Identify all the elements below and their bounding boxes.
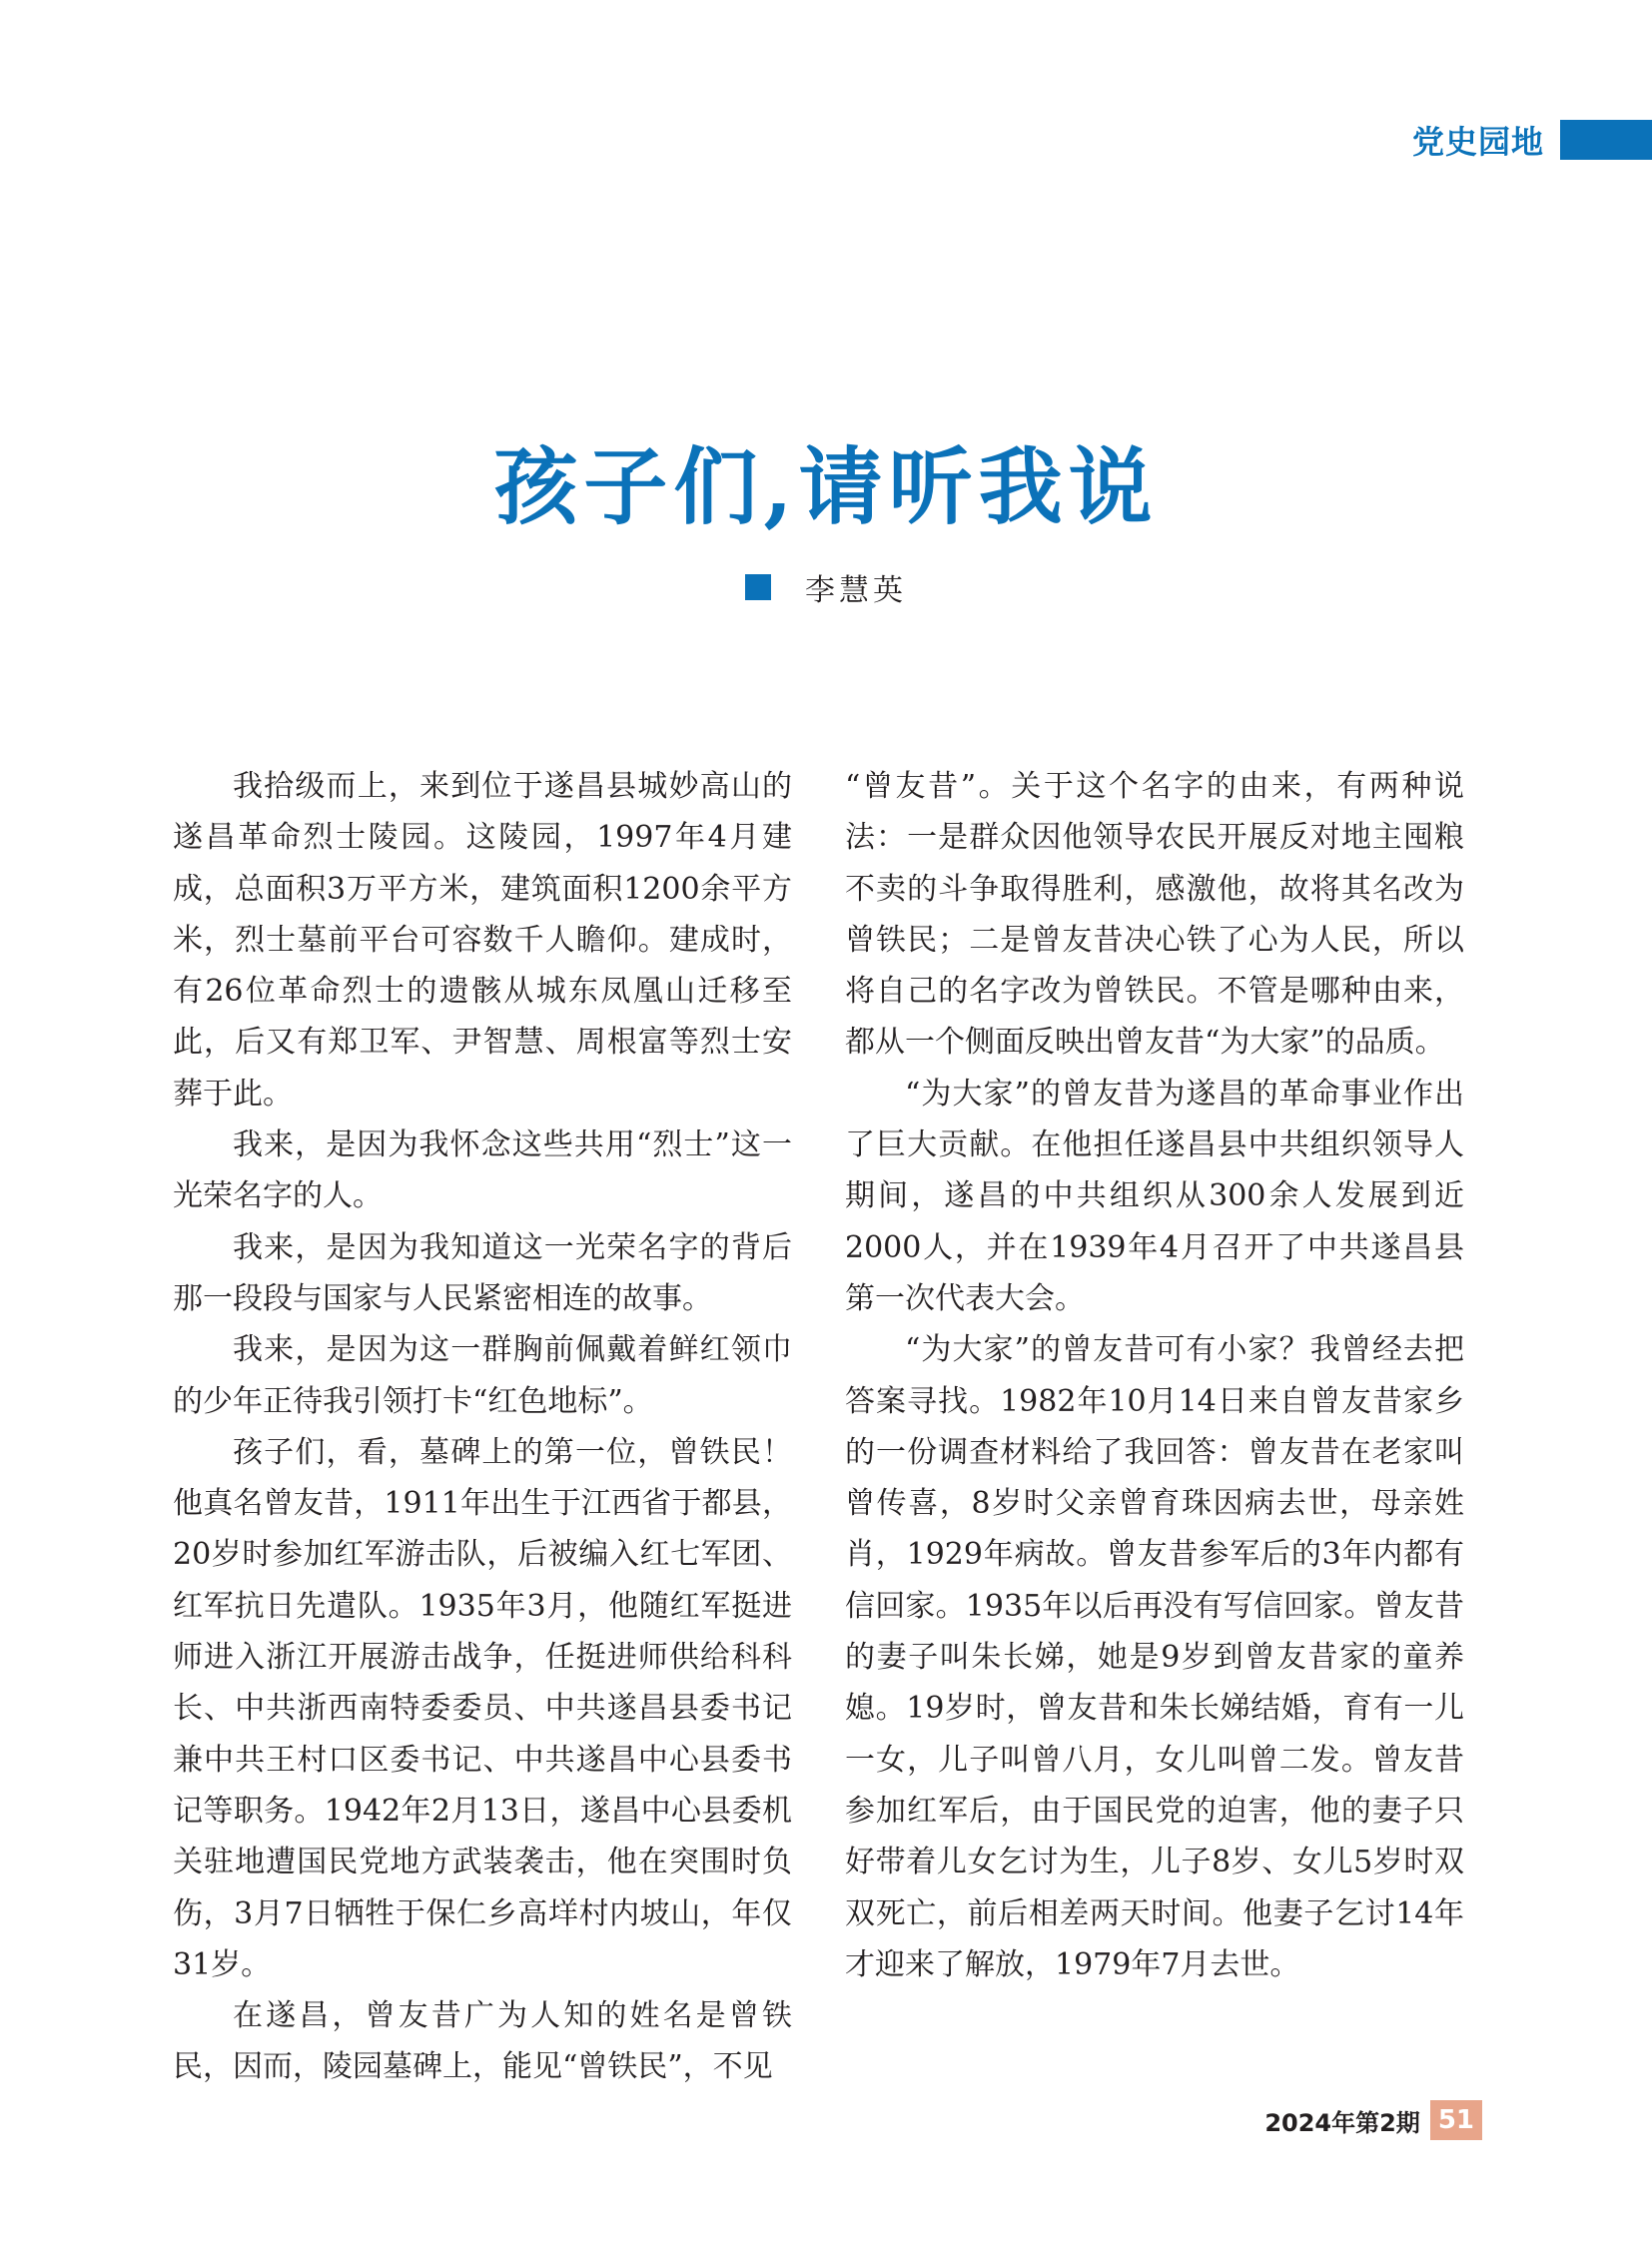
author-line bbox=[0, 565, 1652, 609]
paragraph: “为大家”的曾友昔为遂昌的革命事业作出了巨大贡献。在他担任遂昌县中共组织领导人期间，遂昌的中共组织从300余人发展到近2000人，并在1939年4月召开了中共遂昌县第一次代表大会。 bbox=[845, 1076, 1464, 1316]
author-name: 李慧英 bbox=[805, 573, 907, 608]
section-label: 党史园地 bbox=[1411, 123, 1544, 161]
author-square-icon bbox=[745, 574, 771, 600]
page-number: 51 bbox=[1430, 2100, 1482, 2140]
paragraph: 在遂昌，曾友昔广为人知的姓名是曾铁民，因而，陵园墓碑上，能见“曾铁民”，不见 bbox=[173, 1998, 792, 2085]
paragraph: “为大家”的曾友昔可有小家？我曾经去把答案寻找。1982年10月14日来自曾友昔家乡的一份调查材料给了我回答：曾友昔在老家叫曾传喜，8岁时父亲曾育珠因病去世，母亲姓肖，1929年病故。曾友昔参军后的3年内都有信回家。1935年以后再没有写信回家。曾友昔的妻子叫朱长娣，她是9岁到曾友昔家的童养媳。19岁时，曾友昔和朱长娣结婚，育有一儿一女，儿子叫曾八月，女儿叫曾二发。曾友昔参加红军后，由于国民党的迫害，他的妻子只好带着儿女乞讨为生，儿子8岁、女儿5岁时双双死亡，前后相差两天时间。他妻子乞讨14年才迎来了解放，1979年7月去世。 bbox=[845, 1332, 1464, 1982]
paragraph: 我拾级而上，来到位于遂昌县城妙高山的遂昌革命烈士陵园。这陵园，1997年4月建成，总面积3万平方米，建筑面积1200余平方米，烈士墓前平台可容数千人瞻仰。建成时，有26位革命烈士的遗骸从城东凤凰山迁移至此，后又有郑卫军、尹智慧、周根富等烈士安葬于此。 bbox=[173, 769, 792, 1112]
paragraph: 我来，是因为我知道这一光荣名字的背后那一段段与国家与人民紧密相连的故事。 bbox=[173, 1229, 792, 1316]
paragraph: 我来，是因为这一群胸前佩戴着鲜红领巾的少年正待我引领打卡“红色地标”。 bbox=[173, 1332, 792, 1419]
paragraph-continued: “曾友昔”。关于这个名字的由来，有两种说法：一是群众因他领导农民开展反对地主囤粮不卖的斗争取得胜利，感激他，故将其名改为曾铁民；二是曾友昔决心铁了心为人民，所以将自己的名字改为曾铁民。不管是哪种由来，都从一个侧面反映出曾友昔“为大家”的品质。 bbox=[845, 769, 1464, 1061]
left-column bbox=[173, 761, 792, 2093]
paragraph: 孩子们，看，墓碑上的第一位，曾铁民！他真名曾友昔，1911年出生于江西省于都县，20岁时参加红军游击队，后被编入红七军团、红军抗日先遣队。1935年3月，他随红军挺进师进入浙江开展游击战争，任挺进师供给科科长、中共浙西南特委委员、中共遂昌县委书记兼中共王村口区委书记、中共遂昌中心县委书记等职务。1942年2月13日，遂昌中心县委机关驻地遭国民党地方武装袭击，他在突围时负伤，3月7日牺牲于保仁乡高垟村内坡山，年仅31岁。 bbox=[173, 1434, 792, 1982]
issue-label: 2024年第2期 bbox=[1264, 2108, 1420, 2137]
section-tag bbox=[1412, 118, 1652, 162]
section-color-bar bbox=[1560, 120, 1652, 160]
page-footer bbox=[1264, 2100, 1482, 2140]
right-column bbox=[845, 761, 1464, 1990]
paragraph: 我来，是因为我怀念这些共用“烈士”这一光荣名字的人。 bbox=[173, 1127, 792, 1214]
article-title: 孩子们,请听我说 bbox=[493, 437, 1159, 536]
